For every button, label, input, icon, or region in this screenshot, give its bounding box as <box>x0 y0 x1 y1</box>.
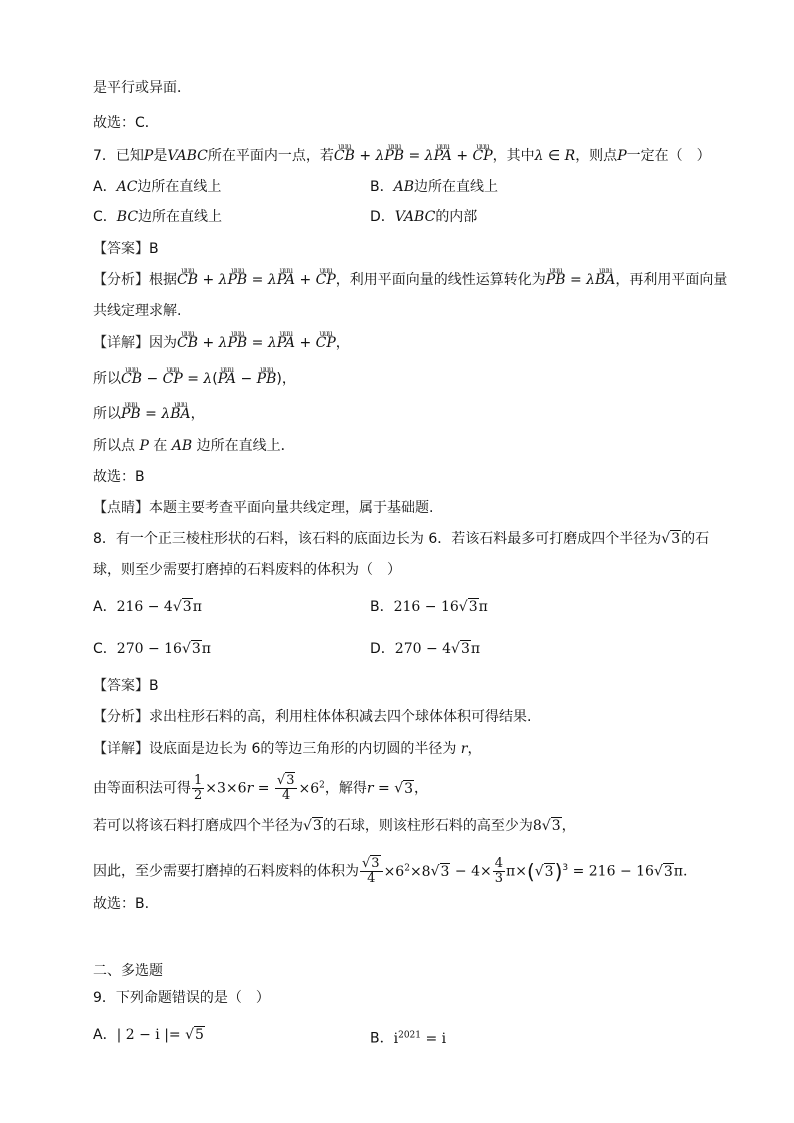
detail-8-step: 因此，至少需要打磨掉的石料废料的体积为 $\frac{√3}{4}$ $\times 6^2\times 8√3 - 4\times$ $\frac{4}{3}$ $\pi\times(√3)^3 = 216 - 16√3\pi$. <box>93 856 688 886</box>
detail-7-step: 所以uuu PB = λuuu BA， <box>93 405 205 423</box>
point-7: 【点睛】本题主要考查平面向量共线定理，属于基础题. <box>93 500 434 516</box>
answer-8: 【答案】B <box>93 678 159 694</box>
question-8: 8．有一个正三棱柱形状的石料，该石料的底面边长为 6．若该石料最多可打磨成四个半径为√3的石 <box>93 531 710 547</box>
analysis-8: 【分析】求出柱形石料的高，利用柱体体积减去四个球体体积可得结果. <box>93 709 532 725</box>
detail-7-step: 所以uuu CB − uuu CP = λ(uuu PA − uuu PB)， <box>93 370 296 388</box>
detail-7-step: 所以点 P 在 AB 边所在直线上． <box>93 438 295 454</box>
option-b: B．216 − 16√3π <box>370 599 488 615</box>
question-8-cont: 球，则至少需要打磨掉的石料废料的体积为（ ） <box>93 562 401 578</box>
option-d: D．VABC的内部 <box>370 209 478 225</box>
select-7: 故选：B <box>93 469 145 485</box>
select-8: 故选：B. <box>93 896 150 912</box>
answer-7: 【答案】B <box>93 241 159 257</box>
analysis-7: 【分析】根据uuu CB + λuuu PB = λuuu PA + uuu CP，利用平面向量的线性运算转化为uuu PB = λuuu BA，再利用平面向量 <box>93 271 727 289</box>
analysis-7-cont: 共线定理求解. <box>93 303 182 319</box>
option-c: C．270 − 16√3π <box>93 641 211 657</box>
detail-8-step: 由等面积法可得 $\frac{1}{2}$ ×3×6r = $\frac{√3}{4}$ $\times 6^2$，解得r = √3， <box>93 773 429 803</box>
question-9: 9．下列命题错误的是（ ） <box>93 990 270 1006</box>
detail-8-step: 若可以将该石料打磨成四个半径为√3的石球，则该柱形石料的高至少为8√3， <box>93 818 576 834</box>
section-heading: 二、多选题 <box>93 963 163 979</box>
text-line: 故选：C． <box>93 115 159 131</box>
option-a: A．| 2 − i |= √5 <box>93 1027 204 1043</box>
detail-8: 【详解】设底面是边长为 6的等边三角形的内切圆的半径为 r， <box>93 741 482 757</box>
option-b: B．$i^{2021} = i$ <box>370 1030 447 1047</box>
option-a: A．216 − 4√3π <box>93 599 202 615</box>
detail-7: 【详解】因为uuu CB + λuuu PB = λuuu PA + uuu CP， <box>93 334 350 352</box>
option-b: B．AB边所在直线上 <box>370 179 499 195</box>
text-line: 是平行或异面． <box>93 80 191 96</box>
option-c: C．BC边所在直线上 <box>93 209 223 225</box>
question-7: 7．已知P是VABC所在平面内一点，若uuu CB + λuuu PB = λuuu PA + uuu CP，其中λ ∈ R，则点P一定在（ ） <box>93 147 711 165</box>
option-d: D．270 − 4√3π <box>370 641 481 657</box>
option-a: A．AC边所在直线上 <box>93 179 222 195</box>
